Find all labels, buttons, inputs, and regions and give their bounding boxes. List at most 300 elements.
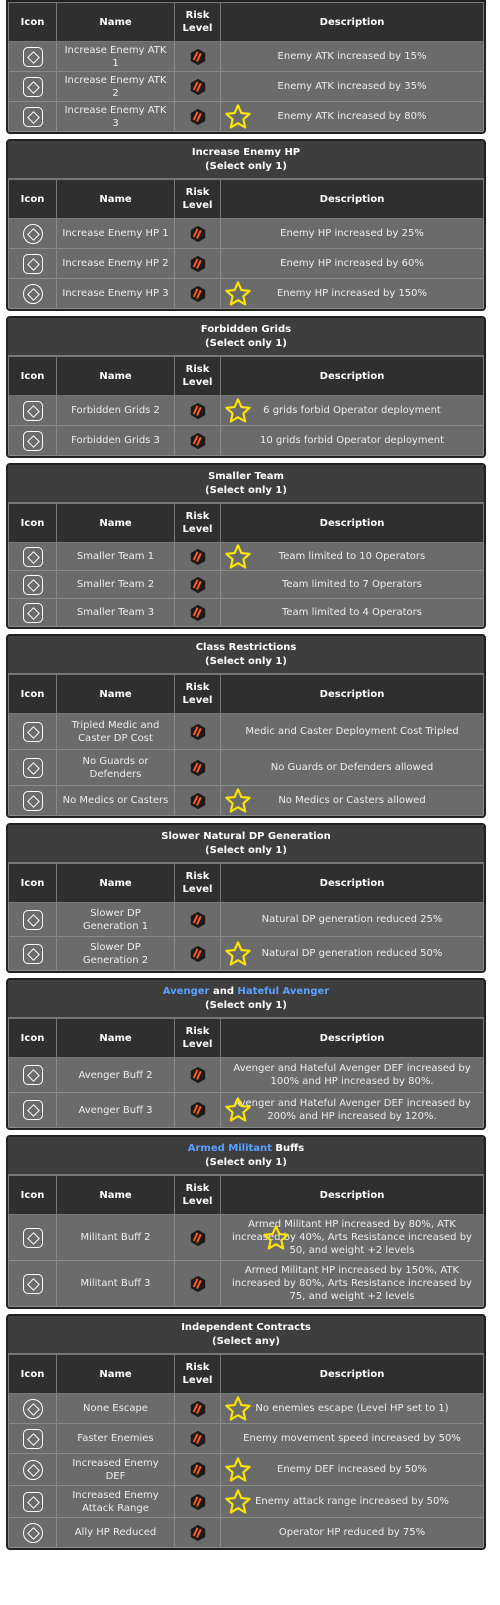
risk-level-cell	[175, 903, 221, 937]
risk-level-icon	[189, 792, 207, 810]
contract-icon	[23, 224, 43, 244]
risk-level-icon	[189, 1066, 207, 1084]
header-name: Name	[57, 1176, 175, 1215]
contract-icon-cell	[9, 714, 57, 750]
contract-icon-cell	[9, 219, 57, 249]
panel-subtitle: (Select any)	[212, 1336, 280, 1347]
table-header-row	[9, 357, 484, 396]
table-header-row	[9, 3, 484, 42]
contract-panel	[6, 978, 486, 1130]
contract-panel	[6, 1135, 486, 1309]
risk-level-icon	[189, 48, 207, 66]
contract-icon-cell	[9, 571, 57, 599]
header-description: Description	[221, 1019, 484, 1058]
contract-icon	[23, 1429, 43, 1449]
contract-name: No Medics or Casters	[57, 786, 175, 816]
contract-row[interactable]	[9, 543, 484, 571]
contract-icon	[23, 107, 43, 127]
panel-title: Increase Enemy HP	[191, 147, 301, 158]
contract-icon-cell	[9, 1261, 57, 1307]
contract-icon-cell	[9, 426, 57, 456]
contract-table	[8, 503, 484, 627]
risk-level-icon	[189, 1275, 207, 1293]
contract-icon	[23, 547, 43, 567]
contract-name: Smaller Team 3	[57, 599, 175, 627]
panel-subtitle: (Select only 1)	[205, 338, 287, 349]
contract-icon-cell	[9, 903, 57, 937]
contract-icon-cell	[9, 543, 57, 571]
contract-description	[221, 543, 484, 571]
header-icon: Icon	[9, 3, 57, 42]
contract-description	[221, 786, 484, 816]
panel-title: Forbidden Grids	[200, 324, 292, 335]
description-text: No enemies escape (Level HP set to 1)	[255, 1403, 449, 1414]
contract-name: Increase Enemy ATK 3	[57, 102, 175, 132]
panel-subtitle: (Select only 1)	[205, 656, 287, 667]
contract-description	[221, 102, 484, 132]
contract-description	[221, 1261, 484, 1307]
table-header-row	[9, 1176, 484, 1215]
contract-row[interactable]	[9, 1424, 484, 1454]
contract-table	[8, 1175, 484, 1307]
contract-row[interactable]	[9, 1394, 484, 1424]
risk-level-cell	[175, 42, 221, 72]
contract-icon-cell	[9, 1215, 57, 1261]
contract-table	[8, 1354, 484, 1548]
contract-description	[221, 426, 484, 456]
header-icon: Icon	[9, 180, 57, 219]
risk-level-cell	[175, 1424, 221, 1454]
header-risk: Risk Level	[175, 1355, 221, 1394]
contract-icon	[23, 603, 43, 623]
contract-icon	[23, 284, 43, 304]
table-header-row	[9, 1355, 484, 1394]
header-risk: Risk Level	[175, 3, 221, 42]
panel-title-part: Avenger	[162, 986, 210, 997]
contract-name: Militant Buff 3	[57, 1261, 175, 1307]
highlight-star-icon	[223, 280, 253, 308]
description-text: Enemy ATK increased by 35%	[277, 81, 427, 92]
description-text: Enemy movement speed increased by 50%	[243, 1433, 461, 1444]
contract-panel	[6, 316, 486, 458]
contract-row[interactable]	[9, 571, 484, 599]
panel-subtitle: (Select only 1)	[205, 845, 287, 856]
contract-description	[221, 937, 484, 971]
contract-name: Slower DP Generation 1	[57, 903, 175, 937]
header-icon: Icon	[9, 1019, 57, 1058]
description-text: Avenger and Hateful Avenger DEF increased by 100% and HP increased by 80%.	[233, 1063, 471, 1087]
risk-level-icon	[189, 432, 207, 450]
contract-icon	[23, 431, 43, 451]
header-name: Name	[57, 504, 175, 543]
contract-icon	[23, 1228, 43, 1248]
risk-level-cell	[175, 426, 221, 456]
contract-name: Ally HP Reduced	[57, 1518, 175, 1548]
risk-level-icon	[189, 548, 207, 566]
panel-subtitle: (Select only 1)	[205, 1157, 287, 1168]
contract-name: Increased Enemy DEF	[57, 1454, 175, 1486]
contract-name: No Guards or Defenders	[57, 750, 175, 786]
header-name: Name	[57, 357, 175, 396]
header-description: Description	[221, 1355, 484, 1394]
panel-header	[8, 825, 484, 863]
highlight-star-icon	[223, 1096, 253, 1124]
header-name: Name	[57, 1355, 175, 1394]
contract-name: Smaller Team 1	[57, 543, 175, 571]
contract-icon	[23, 1523, 43, 1543]
risk-level-icon	[189, 723, 207, 741]
risk-level-cell	[175, 786, 221, 816]
contract-icon-cell	[9, 42, 57, 72]
contract-row[interactable]	[9, 903, 484, 937]
risk-level-cell	[175, 219, 221, 249]
description-text: Enemy ATK increased by 80%	[277, 111, 427, 122]
contract-row[interactable]	[9, 1058, 484, 1093]
risk-level-icon	[189, 78, 207, 96]
risk-level-cell	[175, 599, 221, 627]
contract-table	[8, 356, 484, 456]
contract-row[interactable]	[9, 937, 484, 971]
contract-icon	[23, 758, 43, 778]
contract-name: Increase Enemy HP 3	[57, 279, 175, 309]
risk-level-icon	[189, 1430, 207, 1448]
contract-icon-cell	[9, 750, 57, 786]
contract-icon	[23, 1274, 43, 1294]
panel-title-part: Buffs	[271, 1143, 305, 1154]
contract-icon	[23, 401, 43, 421]
highlight-star-icon	[223, 1395, 253, 1423]
panel-header	[8, 141, 484, 179]
contract-row[interactable]	[9, 1215, 484, 1261]
risk-level-cell	[175, 714, 221, 750]
risk-level-icon	[189, 1493, 207, 1511]
contract-row[interactable]	[9, 714, 484, 750]
contract-icon	[23, 722, 43, 742]
risk-level-cell	[175, 1486, 221, 1518]
header-name: Name	[57, 3, 175, 42]
header-name: Name	[57, 180, 175, 219]
contract-row[interactable]	[9, 279, 484, 309]
panel-subtitle: (Select only 1)	[205, 1000, 287, 1011]
contract-icon-cell	[9, 1394, 57, 1424]
panel-title: Independent Contracts	[181, 1322, 311, 1333]
contract-icon-cell	[9, 72, 57, 102]
contract-description	[221, 750, 484, 786]
header-description: Description	[221, 1176, 484, 1215]
contract-icon	[23, 791, 43, 811]
contract-panel	[6, 463, 486, 629]
panel-title-part: and	[209, 986, 238, 997]
contract-description	[221, 219, 484, 249]
contract-icon-cell	[9, 1454, 57, 1486]
header-icon: Icon	[9, 675, 57, 714]
header-icon: Icon	[9, 1355, 57, 1394]
highlight-star-icon	[223, 103, 253, 131]
highlight-star-icon	[261, 1224, 291, 1252]
description-text: Armed Militant HP increased by 80%, ATK increased by 40%, Arts Resistance increased by 50, and weight +2 levels	[232, 1219, 472, 1256]
risk-level-icon	[189, 945, 207, 963]
contract-name: None Escape	[57, 1394, 175, 1424]
risk-level-cell	[175, 1058, 221, 1093]
description-text: Natural DP generation reduced 50%	[261, 948, 443, 959]
contract-row[interactable]	[9, 102, 484, 132]
description-text: Natural DP generation reduced 25%	[261, 914, 443, 925]
description-text: Enemy HP increased by 60%	[280, 258, 424, 269]
contract-row[interactable]	[9, 786, 484, 816]
risk-level-cell	[175, 102, 221, 132]
risk-level-cell	[175, 937, 221, 971]
risk-level-cell	[175, 1215, 221, 1261]
contract-name: Avenger Buff 3	[57, 1093, 175, 1128]
risk-level-cell	[175, 1394, 221, 1424]
highlight-star-icon	[223, 1456, 253, 1484]
risk-level-cell	[175, 249, 221, 279]
header-name: Name	[57, 864, 175, 903]
risk-level-cell	[175, 72, 221, 102]
risk-level-icon	[189, 1229, 207, 1247]
contract-row[interactable]	[9, 249, 484, 279]
contract-icon	[23, 944, 43, 964]
contract-icon-cell	[9, 1093, 57, 1128]
contract-row[interactable]	[9, 599, 484, 627]
description-text: Enemy HP increased by 150%	[276, 288, 428, 299]
risk-level-cell	[175, 1454, 221, 1486]
contract-row[interactable]	[9, 426, 484, 456]
risk-level-icon	[189, 759, 207, 777]
header-icon: Icon	[9, 357, 57, 396]
risk-level-icon	[189, 1524, 207, 1542]
contract-icon-cell	[9, 396, 57, 426]
header-icon: Icon	[9, 504, 57, 543]
contract-icon	[23, 1399, 43, 1419]
description-text: Enemy ATK increased by 15%	[277, 51, 427, 62]
contract-description	[221, 42, 484, 72]
highlight-star-icon	[223, 543, 253, 571]
header-description: Description	[221, 180, 484, 219]
header-icon: Icon	[9, 1176, 57, 1215]
panel-subtitle: (Select only 1)	[205, 161, 287, 172]
contract-description	[221, 1093, 484, 1128]
risk-level-cell	[175, 1518, 221, 1548]
contract-icon	[23, 1492, 43, 1512]
risk-level-icon	[189, 402, 207, 420]
contract-description	[221, 279, 484, 309]
contract-icon	[23, 575, 43, 595]
description-text: Enemy HP increased by 25%	[280, 228, 424, 239]
contract-name: Increase Enemy ATK 1	[57, 42, 175, 72]
description-text: Enemy attack range increased by 50%	[255, 1496, 449, 1507]
contract-icon	[23, 910, 43, 930]
contract-table	[8, 2, 484, 132]
panel-subtitle: (Select only 1)	[205, 485, 287, 496]
highlight-star-icon	[223, 787, 253, 815]
panel-title	[8, 985, 484, 999]
contract-row[interactable]	[9, 72, 484, 102]
contract-name: Faster Enemies	[57, 1424, 175, 1454]
table-header-row	[9, 504, 484, 543]
table-header-row	[9, 180, 484, 219]
header-description: Description	[221, 504, 484, 543]
header-risk: Risk Level	[175, 1176, 221, 1215]
description-text: Avenger and Hateful Avenger DEF increased by 200% and HP increased by 120%.	[233, 1098, 471, 1122]
contract-name: Slower DP Generation 2	[57, 937, 175, 971]
panel-title: Smaller Team	[208, 471, 284, 482]
contract-icon-cell	[9, 1058, 57, 1093]
risk-level-icon	[189, 1101, 207, 1119]
header-risk: Risk Level	[175, 1019, 221, 1058]
risk-level-icon	[189, 604, 207, 622]
description-text: No Medics or Casters allowed	[278, 795, 426, 806]
description-text: Team limited to 7 Operators	[281, 579, 422, 590]
description-text: Medic and Caster Deployment Cost Tripled	[245, 726, 459, 737]
panel-title: Class Restrictions	[195, 642, 297, 653]
contract-name: Smaller Team 2	[57, 571, 175, 599]
description-text: Team limited to 10 Operators	[278, 551, 426, 562]
header-description: Description	[221, 357, 484, 396]
header-icon: Icon	[9, 864, 57, 903]
table-header-row	[9, 1019, 484, 1058]
contract-icon	[23, 1460, 43, 1480]
header-description: Description	[221, 864, 484, 903]
contract-table	[8, 674, 484, 816]
panel-header	[8, 318, 484, 356]
risk-level-cell	[175, 1093, 221, 1128]
contract-description	[221, 396, 484, 426]
contract-row[interactable]	[9, 396, 484, 426]
contract-name: Militant Buff 2	[57, 1215, 175, 1261]
contract-panel	[6, 1314, 486, 1550]
contract-row[interactable]	[9, 1261, 484, 1307]
contract-row[interactable]	[9, 1454, 484, 1486]
risk-level-icon	[189, 285, 207, 303]
contract-name: Tripled Medic and Caster DP Cost	[57, 714, 175, 750]
description-text: Enemy DEF increased by 50%	[277, 1464, 427, 1475]
contract-description	[221, 714, 484, 750]
contract-icon	[23, 254, 43, 274]
header-name: Name	[57, 675, 175, 714]
description-text: Operator HP reduced by 75%	[278, 1527, 426, 1538]
panel-header	[8, 465, 484, 503]
panel-title-part: Armed Militant	[187, 1143, 272, 1154]
contract-panel	[6, 823, 486, 973]
contract-name: Increased Enemy Attack Range	[57, 1486, 175, 1518]
description-text: Armed Militant HP increased by 150%, ATK increased by 80%, Arts Resistance increased by 75, and weight +2 levels	[232, 1265, 472, 1302]
header-risk: Risk Level	[175, 504, 221, 543]
contract-icon-cell	[9, 937, 57, 971]
risk-level-cell	[175, 1261, 221, 1307]
description-text: Team limited to 4 Operators	[281, 607, 422, 618]
contract-name: Increase Enemy HP 2	[57, 249, 175, 279]
contract-row[interactable]	[9, 1518, 484, 1548]
contract-name: Forbidden Grids 2	[57, 396, 175, 426]
panel-header	[8, 636, 484, 674]
table-header-row	[9, 675, 484, 714]
highlight-star-icon	[223, 940, 253, 968]
contract-description	[221, 72, 484, 102]
contract-icon-cell	[9, 249, 57, 279]
header-risk: Risk Level	[175, 357, 221, 396]
table-header-row	[9, 864, 484, 903]
description-text: No Guards or Defenders allowed	[270, 762, 434, 773]
contract-icon-cell	[9, 1486, 57, 1518]
contract-description	[221, 1215, 484, 1261]
risk-level-icon	[189, 1400, 207, 1418]
panel-header	[8, 1137, 484, 1175]
contract-icon	[23, 47, 43, 67]
header-risk: Risk Level	[175, 864, 221, 903]
panel-header	[8, 1316, 484, 1354]
contract-description	[221, 571, 484, 599]
risk-level-cell	[175, 279, 221, 309]
contract-description	[221, 1454, 484, 1486]
contract-icon	[23, 1065, 43, 1085]
contract-description	[221, 1394, 484, 1424]
contract-name: Forbidden Grids 3	[57, 426, 175, 456]
contract-table	[8, 179, 484, 309]
header-description: Description	[221, 3, 484, 42]
contract-icon	[23, 1100, 43, 1120]
risk-level-icon	[189, 576, 207, 594]
contract-table	[8, 863, 484, 971]
contract-icon-cell	[9, 102, 57, 132]
highlight-star-icon	[223, 1488, 253, 1516]
risk-level-cell	[175, 750, 221, 786]
contract-icon-cell	[9, 599, 57, 627]
risk-level-icon	[189, 255, 207, 273]
risk-level-cell	[175, 571, 221, 599]
contract-icon-cell	[9, 1424, 57, 1454]
risk-level-icon	[189, 1461, 207, 1479]
description-text: 10 grids forbid Operator deployment	[259, 435, 445, 446]
contract-row[interactable]	[9, 219, 484, 249]
header-risk: Risk Level	[175, 675, 221, 714]
contract-description	[221, 599, 484, 627]
risk-level-cell	[175, 396, 221, 426]
contract-name: Increase Enemy HP 1	[57, 219, 175, 249]
contract-panel	[6, 634, 486, 818]
contract-row[interactable]	[9, 1486, 484, 1518]
contract-row[interactable]	[9, 42, 484, 72]
header-name: Name	[57, 1019, 175, 1058]
contract-description	[221, 1518, 484, 1548]
contract-row[interactable]	[9, 1093, 484, 1128]
panel-header	[8, 980, 484, 1018]
contract-name: Avenger Buff 2	[57, 1058, 175, 1093]
contract-row[interactable]	[9, 750, 484, 786]
highlight-star-icon	[223, 397, 253, 425]
risk-level-icon	[189, 108, 207, 126]
contract-table	[8, 1018, 484, 1128]
description-text: 6 grids forbid Operator deployment	[263, 405, 441, 416]
risk-level-icon	[189, 911, 207, 929]
risk-level-cell	[175, 543, 221, 571]
contract-icon	[23, 77, 43, 97]
contract-icon-cell	[9, 279, 57, 309]
contract-icon-cell	[9, 786, 57, 816]
panel-title-part: Hateful Avenger	[237, 986, 330, 997]
contract-description	[221, 1424, 484, 1454]
contract-description	[221, 1486, 484, 1518]
risk-level-icon	[189, 225, 207, 243]
contract-panel	[6, 139, 486, 311]
panel-title	[8, 1142, 484, 1156]
header-risk: Risk Level	[175, 180, 221, 219]
contract-panel	[6, 0, 486, 134]
contract-description	[221, 1058, 484, 1093]
contract-description	[221, 249, 484, 279]
contract-icon-cell	[9, 1518, 57, 1548]
contract-description	[221, 903, 484, 937]
